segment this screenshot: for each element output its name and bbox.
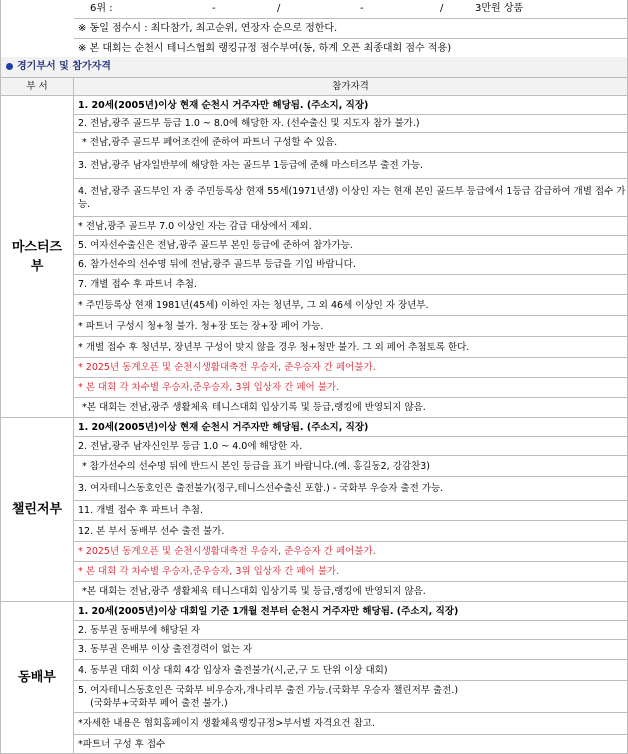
qualification-cell: 4. 동부권 대회 이상 대회 4강 입상자 출전불가(시,군,구 도 단위 이상 대회) bbox=[74, 660, 628, 681]
points-rule: ※ 본 대회는 순천시 테니스협회 랭킹규정 점수부여(동, 하계 오픈 최종대회 점수 적용) bbox=[74, 39, 627, 59]
rank6-slash1: / bbox=[277, 3, 281, 14]
prize-notes bbox=[0, 0, 628, 59]
rank6-slash2: / bbox=[440, 3, 444, 14]
header-qualification: 참가자격 bbox=[74, 78, 628, 96]
division-name bbox=[1, 418, 74, 602]
table-row bbox=[1, 681, 628, 713]
table-row bbox=[1, 255, 628, 275]
section-title: 경기부서 및 참가자격 bbox=[17, 61, 111, 72]
division-name-line1: 마스터즈 bbox=[11, 239, 63, 255]
table-row bbox=[1, 179, 628, 217]
qualification-cell: *본 대회는 전남,광주 생활체육 테니스대회 입상기록 및 등급,랭킹에 반영되지 않음. bbox=[74, 398, 628, 418]
table-row bbox=[1, 236, 628, 255]
table-row bbox=[1, 713, 628, 735]
bullet-icon bbox=[6, 63, 13, 70]
qualification-cell: 2. 전남,광주 골드부 등급 1.0 ~ 8.0에 해당한 자. (선수출신 및 지도자 참가 불가.) bbox=[74, 115, 628, 133]
qualification-cell: 11. 개별 접수 후 파트너 추첨. bbox=[74, 501, 628, 521]
table-row bbox=[1, 542, 628, 562]
division-name bbox=[1, 602, 74, 754]
qualification-cell: 3. 여자테니스동호인은 출전불가(정구,테니스선수출신 포함.) - 국화부 우승자 출전 가능. bbox=[74, 477, 628, 501]
table-row bbox=[1, 153, 628, 179]
tie-rule: ※ 동일 점수시 : 최다참가, 최고순위, 연장자 순으로 정한다. bbox=[74, 19, 627, 39]
qualification-cell: 3. 동부권 은배부 이상 출전경력이 없는 자 bbox=[74, 640, 628, 660]
table-row bbox=[1, 295, 628, 316]
table-row bbox=[1, 621, 628, 640]
qualification-cell: 6. 참가선수의 선수명 뒤에 전남,광주 골드부 등급을 기입 바랍니다. bbox=[74, 255, 628, 275]
qualification-cell: * 전남,광주 골드부 페어조건에 준하여 파트너 구성할 수 있음. bbox=[74, 133, 628, 153]
table-row bbox=[1, 735, 628, 754]
table-row bbox=[1, 217, 628, 236]
section-heading bbox=[0, 57, 628, 78]
table-row bbox=[1, 437, 628, 456]
table-row bbox=[1, 477, 628, 501]
qualification-cell: * 2025년 동계오픈 및 순천시생활대축전 우승자, 준우승자 간 페어불가. bbox=[74, 358, 628, 378]
table-row bbox=[1, 316, 628, 337]
header-division: 부 서 bbox=[1, 78, 74, 96]
qualification-cell: * 전남,광주 골드부 7.0 이상인 자는 감급 대상에서 제외. bbox=[74, 217, 628, 236]
qualification-cell: 1. 20세(2005년)이상 현재 순천시 거주자만 해당됨. (주소지, 직장) bbox=[74, 418, 628, 437]
qualification-cell: *본 대회는 전남,광주 생활체육 테니스대회 입상기록 및 등급,랭킹에 반영되지 않음. bbox=[74, 582, 628, 602]
qualification-cell: 3. 전남,광주 남자일반부에 해당한 자는 골드부 1등급에 준해 마스터즈부 출전 가능. bbox=[74, 153, 628, 179]
table-row bbox=[1, 660, 628, 681]
table-row bbox=[1, 456, 628, 477]
rank6-prize: 3만원 상품 bbox=[475, 3, 524, 14]
table-row bbox=[1, 418, 628, 437]
qualification-table bbox=[0, 77, 628, 754]
table-row bbox=[1, 378, 628, 398]
division-name-line2: 부 bbox=[30, 258, 44, 274]
table-row bbox=[1, 521, 628, 542]
table-row bbox=[1, 602, 628, 621]
qualification-cell: 7. 개별 접수 후 파트너 추첨. bbox=[74, 275, 628, 295]
rank6-prize-row bbox=[74, 0, 627, 19]
qualification-cell: 2. 동부권 동배부에 해당된 자 bbox=[74, 621, 628, 640]
qualification-cell: 1. 20세(2005년)이상 현재 순천시 거주자만 해당됨. (주소지, 직장) bbox=[74, 96, 628, 115]
rank6-dash1: - bbox=[212, 3, 216, 14]
qualification-cell: * 개별 접수 후 청년부, 장년부 구성이 맞지 않을 경우 청+청만 불가. 그 외 페어 추첨토록 한다. bbox=[74, 337, 628, 358]
table-row bbox=[1, 358, 628, 378]
table-row bbox=[1, 501, 628, 521]
table-row bbox=[1, 640, 628, 660]
table-body bbox=[1, 96, 628, 754]
qualification-cell: 1. 20세(2005년)이상 대회일 기준 1개월 전부터 순천시 거주자만 해당됨. (주소지, 직장) bbox=[74, 602, 628, 621]
qualification-cell: * 본 대회 각 차수별 우승자,준우승자, 3위 입상자 간 페어 불가. bbox=[74, 378, 628, 398]
qualification-cell: 5. 여자선수출신은 전남,광주 골드부 본인 등급에 준하여 참가가능. bbox=[74, 236, 628, 255]
qualification-cell: *파트너 구성 후 접수 bbox=[74, 735, 628, 754]
qualification-cell: * 주민등록상 현재 1981년(45세) 이하인 자는 청년부, 그 외 46세 이상인 자 장년부. bbox=[74, 295, 628, 316]
division-name-line1: 챌린저부 bbox=[11, 502, 63, 517]
division-name-line1: 동배부 bbox=[18, 670, 56, 685]
qualification-cell: 12. 본 부서 동배부 선수 출전 불가. bbox=[74, 521, 628, 542]
rank6-label: 6위 : bbox=[90, 3, 113, 14]
qualification-cell: *자세한 내용은 협회홈페이지 생활체육랭킹규정>부서별 자격요건 참고. bbox=[74, 713, 628, 735]
table-row bbox=[1, 115, 628, 133]
qualification-cell: 5. 여자테니스동호인은 국화부 비우승자,개나리부 출전 가능.(국화부 우승자 챌린저부 출전.) (국화부+국화부 페어 출전 불가.) bbox=[74, 681, 628, 713]
table-row bbox=[1, 337, 628, 358]
table-row bbox=[1, 398, 628, 418]
qualification-cell: 4. 전남,광주 골드부인 자 중 주민등록상 현재 55세(1971년생) 이상인 자는 현재 본인 골드부 등급에서 1등급 감급하여 개별 접수 가능. bbox=[74, 179, 628, 217]
table-row bbox=[1, 275, 628, 295]
qualification-cell: * 본 대회 각 차수별 우승자,준우승자, 3위 입상자 간 페어 불가. bbox=[74, 562, 628, 582]
qualification-cell: * 2025년 동계오픈 및 순천시생활대축전 우승자, 준우승자 간 페어불가. bbox=[74, 542, 628, 562]
table-header-row bbox=[1, 78, 628, 96]
qualification-cell: * 참가선수의 선수명 뒤에 반드시 본인 등급을 표기 바랍니다.(예. 홍길동2, 강감찬3) bbox=[74, 456, 628, 477]
qualification-cell: 2. 전남,광주 남자신인부 등급 1.0 ~ 4.0에 해당한 자. bbox=[74, 437, 628, 456]
table-row bbox=[1, 562, 628, 582]
qualification-cell: * 파트너 구성시 청+청 불가. 청+장 또는 장+장 페어 가능. bbox=[74, 316, 628, 337]
table-row bbox=[1, 582, 628, 602]
division-name bbox=[1, 96, 74, 418]
rank6-dash2: - bbox=[360, 3, 364, 14]
table-row bbox=[1, 133, 628, 153]
table-row bbox=[1, 96, 628, 115]
